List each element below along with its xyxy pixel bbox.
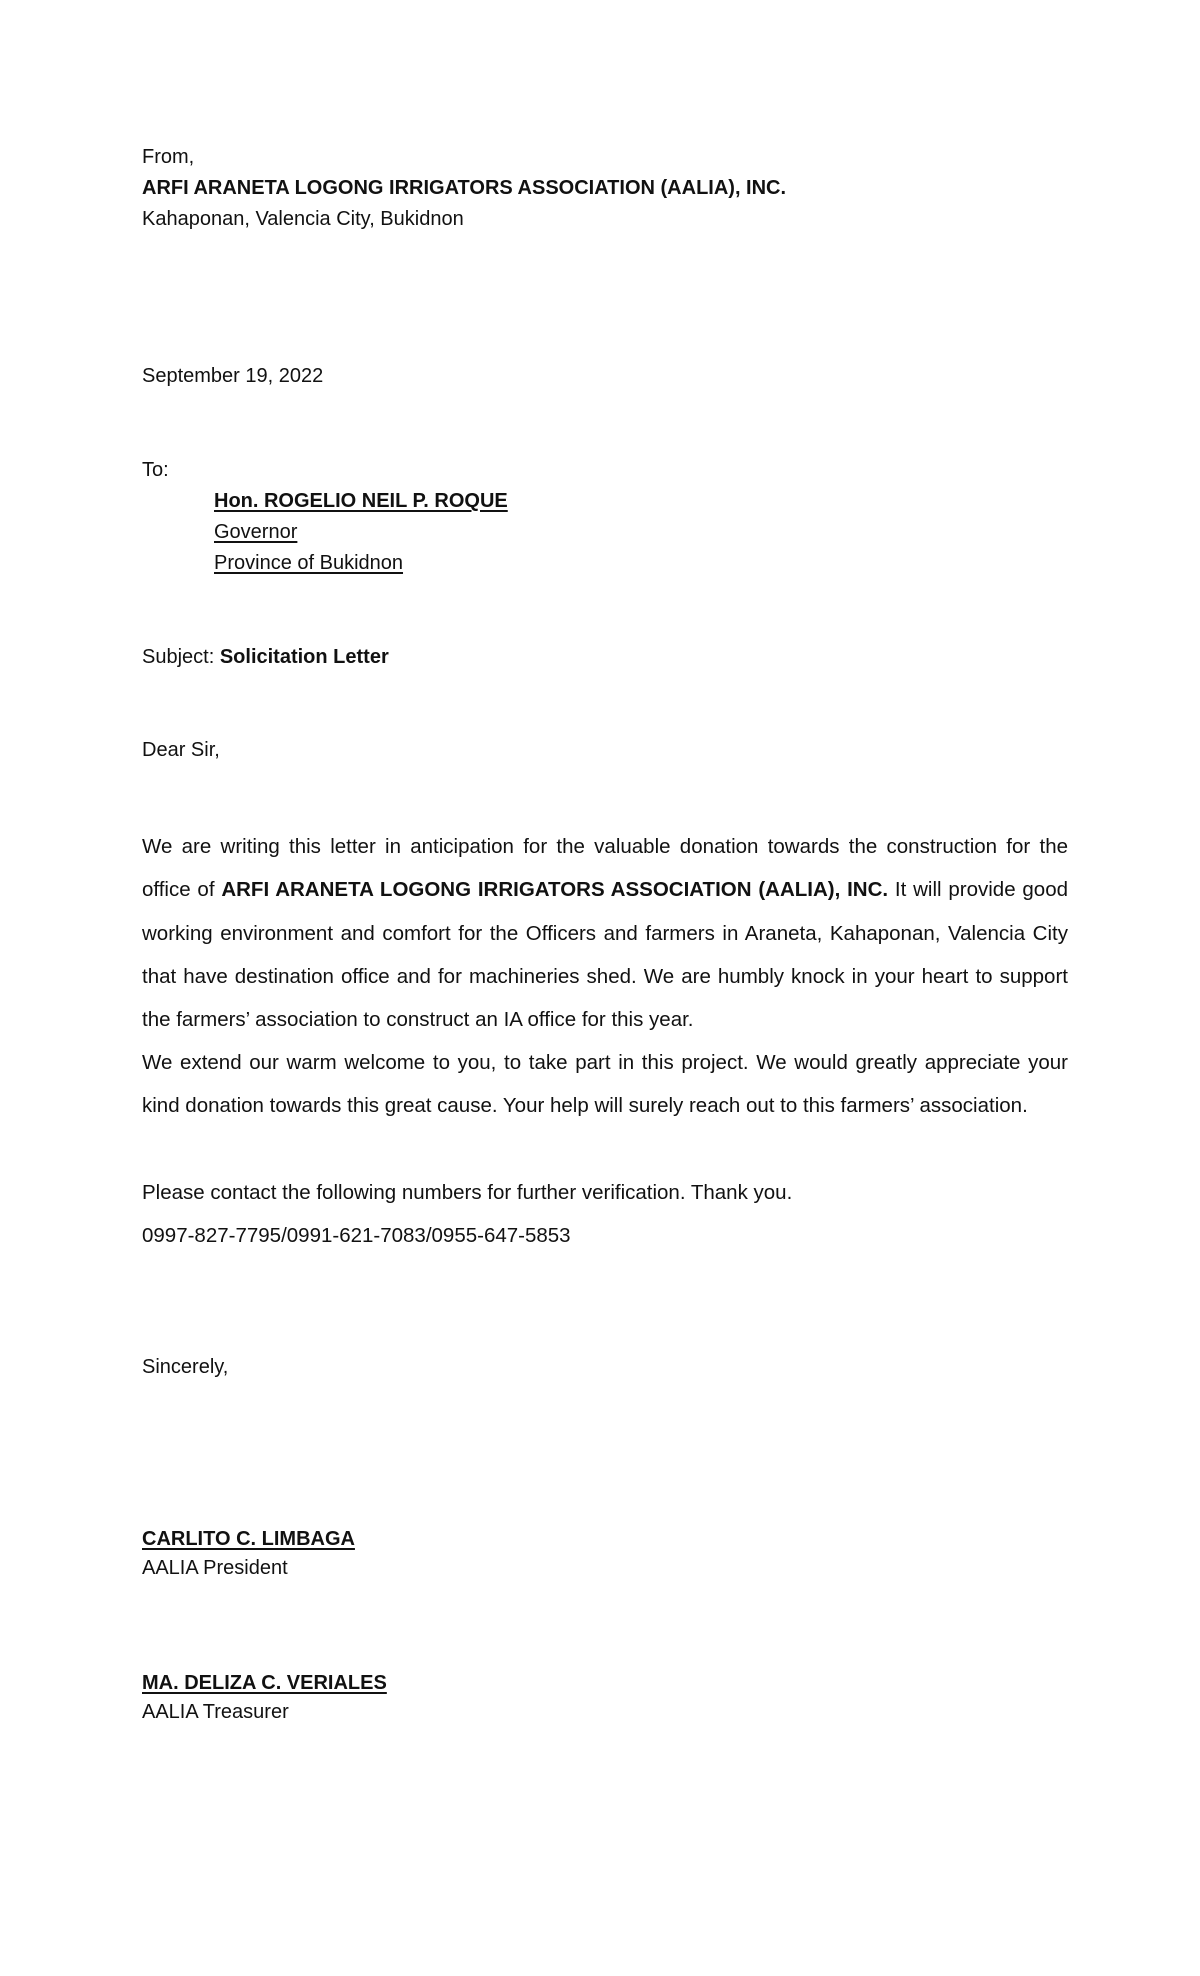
signatory-name: CARLITO C. LIMBAGA [142,1528,355,1550]
body-paragraph-3: Please contact the following numbers for further verification. Thank you. [142,1181,793,1204]
from-label: From, [142,146,195,168]
recipient-office: Province of Bukidnon [214,552,404,574]
signatory-position: AALIA President [142,1557,288,1579]
signatory-name: MA. DELIZA C. VERIALES [142,1672,387,1694]
body-p1-start: We are writing this letter in anticipation for the valuable donation towards the construction for the office of [142,835,1068,902]
signatory-position: AALIA Treasurer [142,1701,289,1723]
sender-org-name: ARFI ARANETA LOGONG IRRIGATORS ASSOCIATION (AALIA), INC. [142,177,787,199]
salutation: Dear Sir, [142,739,220,761]
contact-numbers: 0997-827-7795/0991-621-7083/0955-647-5853 [142,1224,571,1247]
subject-label: Subject: [142,646,220,668]
letter-date: September 19, 2022 [142,365,324,387]
body-paragraph-2: We extend our warm welcome to you, to take part in this project. We would greatly appreciate your kind donation towards this great cause. Your help will surely reach out to this farmers’ association. [142,1051,1068,1118]
body-p1-end: It will provide good working environment and comfort for the Officers and farmers in Araneta, Kahaponan, Valencia City that have destination office and for machineries shed. We are humbly knock in your heart to support the farmers’ association to construct an IA office for this year. [142,878,1069,1032]
subject-line [142,643,389,671]
recipient-title: Governor [214,521,298,543]
body-paragraph-1 [142,825,1068,1041]
closing: Sincerely, [142,1356,229,1378]
to-label: To: [142,459,169,481]
body-p1-org: ARFI ARANETA LOGONG IRRIGATORS ASSOCIATION (AALIA), INC. [221,878,889,902]
subject-value: Solicitation Letter [219,646,389,668]
recipient-name: Hon. ROGELIO NEIL P. ROQUE [214,490,508,512]
sender-address: Kahaponan, Valencia City, Bukidnon [142,208,464,230]
